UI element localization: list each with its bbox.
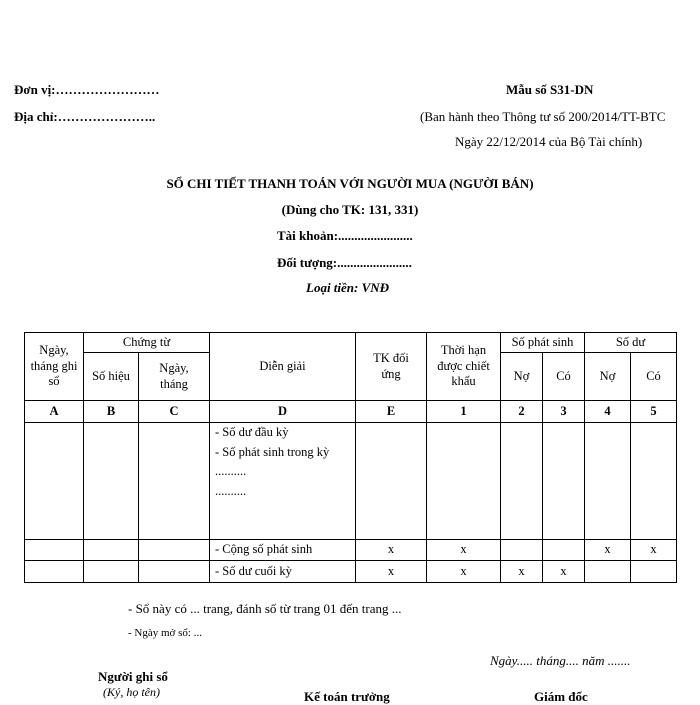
total-arising-credit	[543, 540, 585, 561]
total-arising-row	[25, 540, 677, 561]
table-cell	[427, 423, 501, 540]
placeholder-dots: ..........	[215, 483, 247, 498]
table-cell	[84, 561, 139, 583]
header-balance-debit: Nợ	[585, 353, 631, 401]
code-cell: A	[25, 401, 84, 423]
closing-arising-credit-mark: x	[543, 561, 585, 583]
unit-label: Đơn vị:	[14, 82, 56, 97]
header-arising-debit: Nợ	[501, 353, 543, 401]
pages-note: - Sổ này có ... trang, đánh số từ trang 01 đến trang ...	[128, 601, 402, 616]
total-balance-credit-mark: x	[631, 540, 677, 561]
code-cell: E	[356, 401, 427, 423]
table-cell	[543, 423, 585, 540]
header-description: Diễn giải	[210, 333, 356, 401]
total-balance-debit-mark: x	[585, 540, 631, 561]
chief-accountant-title: Kế toán trưởng	[304, 689, 390, 704]
ledger-table	[24, 332, 677, 583]
header-balance: Số dư	[585, 333, 677, 353]
table-cell	[139, 423, 210, 540]
table-body-row	[25, 423, 677, 540]
closing-balance-row	[25, 561, 677, 583]
code-cell: 2	[501, 401, 543, 423]
header-voucher-no: Số hiệu	[84, 353, 139, 401]
form-code: Mẫu số S31-DN	[506, 82, 594, 97]
total-discount-mark: x	[427, 540, 501, 561]
issued-line-1: (Ban hành theo Thông tư số 200/2014/TT-BTC	[420, 109, 666, 124]
table-cell	[84, 540, 139, 561]
header-voucher: Chứng từ	[84, 333, 210, 353]
table-cell	[631, 423, 677, 540]
address-value: …………………..	[57, 109, 156, 124]
header-balance-credit: Có	[631, 353, 677, 401]
body-description	[210, 423, 356, 540]
table-cell	[25, 540, 84, 561]
signature-date-line: Ngày..... tháng.... năm .......	[490, 653, 631, 668]
closing-arising-debit-mark: x	[501, 561, 543, 583]
total-arising-label: - Cộng số phát sinh	[210, 540, 356, 561]
issued-line-2: Ngày 22/12/2014 của Bộ Tài chính)	[455, 134, 643, 149]
unit-value: ……………………	[55, 82, 160, 97]
code-cell: B	[84, 401, 139, 423]
address-line	[14, 109, 155, 125]
page-subtitle: (Dùng cho TK: 131, 331)	[281, 202, 419, 217]
closing-balance-debit	[585, 561, 631, 583]
currency-line: Loại tiền: VNĐ	[306, 280, 390, 295]
header-contra-account: TK đối ứng	[356, 333, 427, 401]
code-cell: 4	[585, 401, 631, 423]
code-cell: 5	[631, 401, 677, 423]
table-cell	[25, 561, 84, 583]
code-cell: 3	[543, 401, 585, 423]
header-voucher-date: Ngày, tháng	[139, 353, 210, 401]
code-cell: 1	[427, 401, 501, 423]
total-contra-mark: x	[356, 540, 427, 561]
table-cell	[84, 423, 139, 540]
header-arising-credit: Có	[543, 353, 585, 401]
table-cell	[585, 423, 631, 540]
subject-line: Đối tượng:.......................	[277, 255, 412, 270]
table-cell	[356, 423, 427, 540]
open-date-note: - Ngày mở sổ: ...	[128, 627, 202, 639]
closing-contra-mark: x	[356, 561, 427, 583]
recorder-signature-note: (Ký, họ tên)	[103, 685, 160, 699]
code-cell: D	[210, 401, 356, 423]
page-title: SỔ CHI TIẾT THANH TOÁN VỚI NGƯỜI MUA (NGƯỜI BÁN)	[166, 176, 534, 191]
code-cell: C	[139, 401, 210, 423]
opening-balance-text: - Số dư đầu kỳ	[215, 425, 289, 439]
placeholder-dots: ..........	[215, 464, 247, 478]
address-label: Địa chỉ:	[14, 109, 58, 124]
account-line: Tài khoản:.......................	[277, 228, 413, 243]
closing-balance-label: - Số dư cuối kỳ	[210, 561, 356, 583]
table-cell	[501, 423, 543, 540]
total-arising-debit	[501, 540, 543, 561]
table-cell	[25, 423, 84, 540]
director-title: Giám đốc	[534, 689, 588, 704]
header-discount-term: Thời hạn được chiết khấu	[427, 333, 501, 401]
header-arising: Số phát sinh	[501, 333, 585, 353]
closing-balance-credit	[631, 561, 677, 583]
header-date-recorded: Ngày, tháng ghi sổ	[25, 333, 84, 401]
closing-discount-mark: x	[427, 561, 501, 583]
table-cell	[139, 561, 210, 583]
arising-in-period-text: - Số phát sinh trong kỳ	[215, 444, 330, 459]
unit-line	[14, 82, 160, 98]
recorder-title: Người ghi sổ	[98, 669, 168, 684]
table-cell	[139, 540, 210, 561]
column-code-row	[25, 401, 677, 423]
